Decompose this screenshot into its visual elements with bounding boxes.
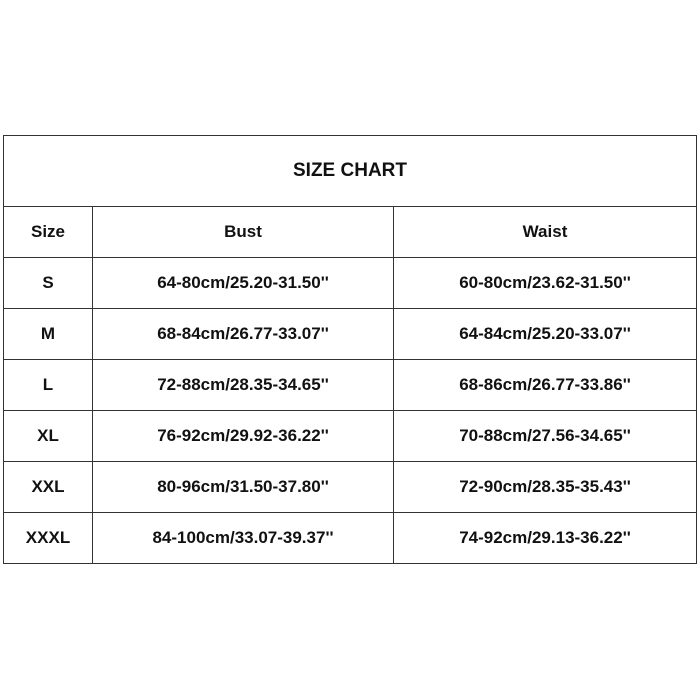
table-row: [4, 513, 697, 564]
waist-cell: 74-92cm/29.13-36.22'': [394, 513, 697, 564]
waist-cell: 68-86cm/26.77-33.86'': [394, 360, 697, 411]
bust-cell: 76-92cm/29.92-36.22'': [93, 411, 394, 462]
table-row: [4, 360, 697, 411]
bust-cell: 80-96cm/31.50-37.80'': [93, 462, 394, 513]
size-chart-title: SIZE CHART: [4, 136, 697, 207]
waist-cell: 72-90cm/28.35-35.43'': [394, 462, 697, 513]
bust-cell: 84-100cm/33.07-39.37'': [93, 513, 394, 564]
size-cell: XL: [4, 411, 93, 462]
size-cell: S: [4, 258, 93, 309]
header-size: Size: [4, 207, 93, 258]
header-bust: Bust: [93, 207, 394, 258]
waist-cell: 64-84cm/25.20-33.07'': [394, 309, 697, 360]
table-row: [4, 258, 697, 309]
title-row: [4, 136, 697, 207]
table-row: [4, 411, 697, 462]
bust-cell: 72-88cm/28.35-34.65'': [93, 360, 394, 411]
header-row: [4, 207, 697, 258]
size-cell: XXXL: [4, 513, 93, 564]
size-cell: XXL: [4, 462, 93, 513]
bust-cell: 68-84cm/26.77-33.07'': [93, 309, 394, 360]
waist-cell: 70-88cm/27.56-34.65'': [394, 411, 697, 462]
waist-cell: 60-80cm/23.62-31.50'': [394, 258, 697, 309]
table-row: [4, 462, 697, 513]
header-waist: Waist: [394, 207, 697, 258]
size-cell: L: [4, 360, 93, 411]
size-cell: M: [4, 309, 93, 360]
size-chart-table: [3, 135, 697, 564]
table-row: [4, 309, 697, 360]
bust-cell: 64-80cm/25.20-31.50'': [93, 258, 394, 309]
